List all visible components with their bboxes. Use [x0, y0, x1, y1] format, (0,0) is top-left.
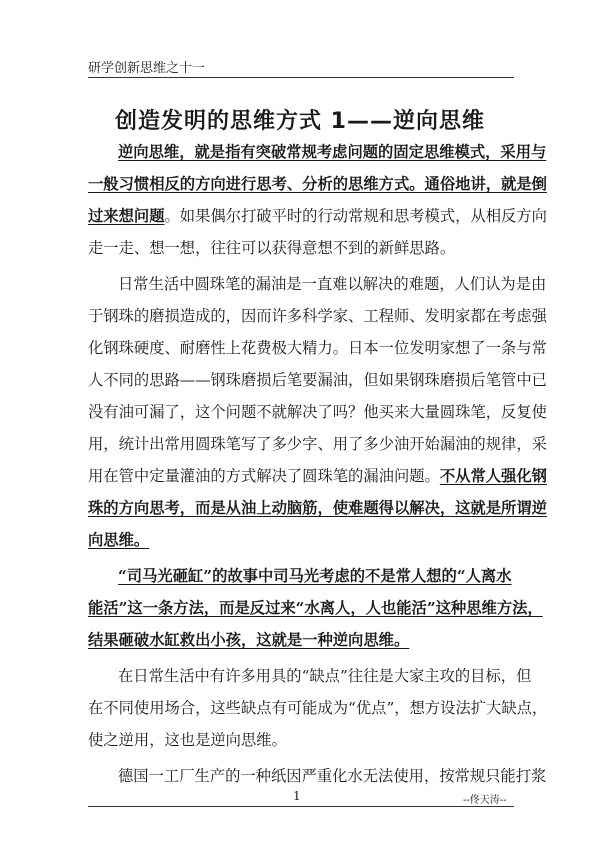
p3-line-1: “司马光砸缸”的故事中司马光考虑的不是常人想的“人离水 [118, 567, 512, 585]
p2-line-8: 珠的方向思考，而是从油上动脑筋，使难题得以解决，这就是所谓逆 [88, 499, 547, 517]
p2-line-4: 人不同的思路——钢珠磨损后笔要漏油，但如果钢珠磨损后笔管中已 [88, 371, 547, 389]
p1-line-4: 走一走、想一想，往往可以获得意想不到的新鲜思路。 [88, 239, 456, 257]
p2-line-7-emphasis: 不从常人强化钢 [439, 467, 547, 485]
p2-line-6: 用，统计出常用圆珠笔写了多少字、用了多少油开始漏油的规律，采 [88, 435, 547, 453]
p2-line-5: 没有油可漏了，这个问题不就解决了吗？他买来大量圆珠笔，反复使 [88, 403, 547, 421]
document-title: 创造发明的思维方式 1——逆向思维 [115, 109, 485, 134]
p2-line-2: 于钢珠的磨损造成的，因而许多科学家、工程师、发明家都在考虑强 [88, 307, 547, 325]
p3-line-2: 能活”这一条方法，而是反过来“水离人，人也能活”这种思维方法， [88, 599, 543, 617]
header-divider [88, 77, 514, 78]
footer-author: --佟天涛-- [463, 795, 507, 806]
p2-line-1: 日常生活中圆珠笔的漏油是一直难以解决的难题，人们认为是由 [118, 275, 547, 293]
p1-line-1: 逆向思维，就是指有突破常规考虑问题的固定思维模式，采用与 [118, 143, 547, 161]
p2-line-7-plain: 用在管中定量灌油的方式解决了圆珠笔的漏油问题。 [88, 467, 440, 485]
p3-line-3: 结果砸破水缸救出小孩，这就是一种逆向思维。 [88, 631, 410, 649]
p1-line-3-emphasis: 过来想问题 [88, 207, 165, 225]
p2-line-7 [88, 466, 547, 486]
p1-line-3-rest: 。如果偶尔打破平时的行动常规和思考模式，从相反方向 [164, 207, 547, 225]
p1-line-3 [88, 206, 547, 226]
p4-line-1: 在日常生活中有许多用具的“缺点”往往是大家主攻的目标，但 [118, 667, 532, 685]
footer-divider [88, 806, 514, 807]
p2-line-3: 化钢珠硬度、耐磨性上花费极大精力。日本一位发明家想了一条与常 [88, 339, 547, 357]
page-number: 1 [293, 789, 301, 803]
p1-line-2: 一般习惯相反的方向进行思考、分析的思维方式。通俗地讲，就是倒 [88, 175, 547, 193]
p2-line-9: 向思维。 [88, 531, 150, 549]
p4-line-3: 使之逆用，这也是逆向思维。 [88, 731, 287, 749]
header-series-label: 研学创新思维之十一 [88, 61, 206, 76]
p5-line-1: 德国一工厂生产的一种纸因严重化水无法使用，按常规只能打浆 [118, 767, 547, 785]
p4-line-2: 在不同使用场合，这些缺点有可能成为“优点”，想方设法扩大缺点， [88, 699, 548, 717]
